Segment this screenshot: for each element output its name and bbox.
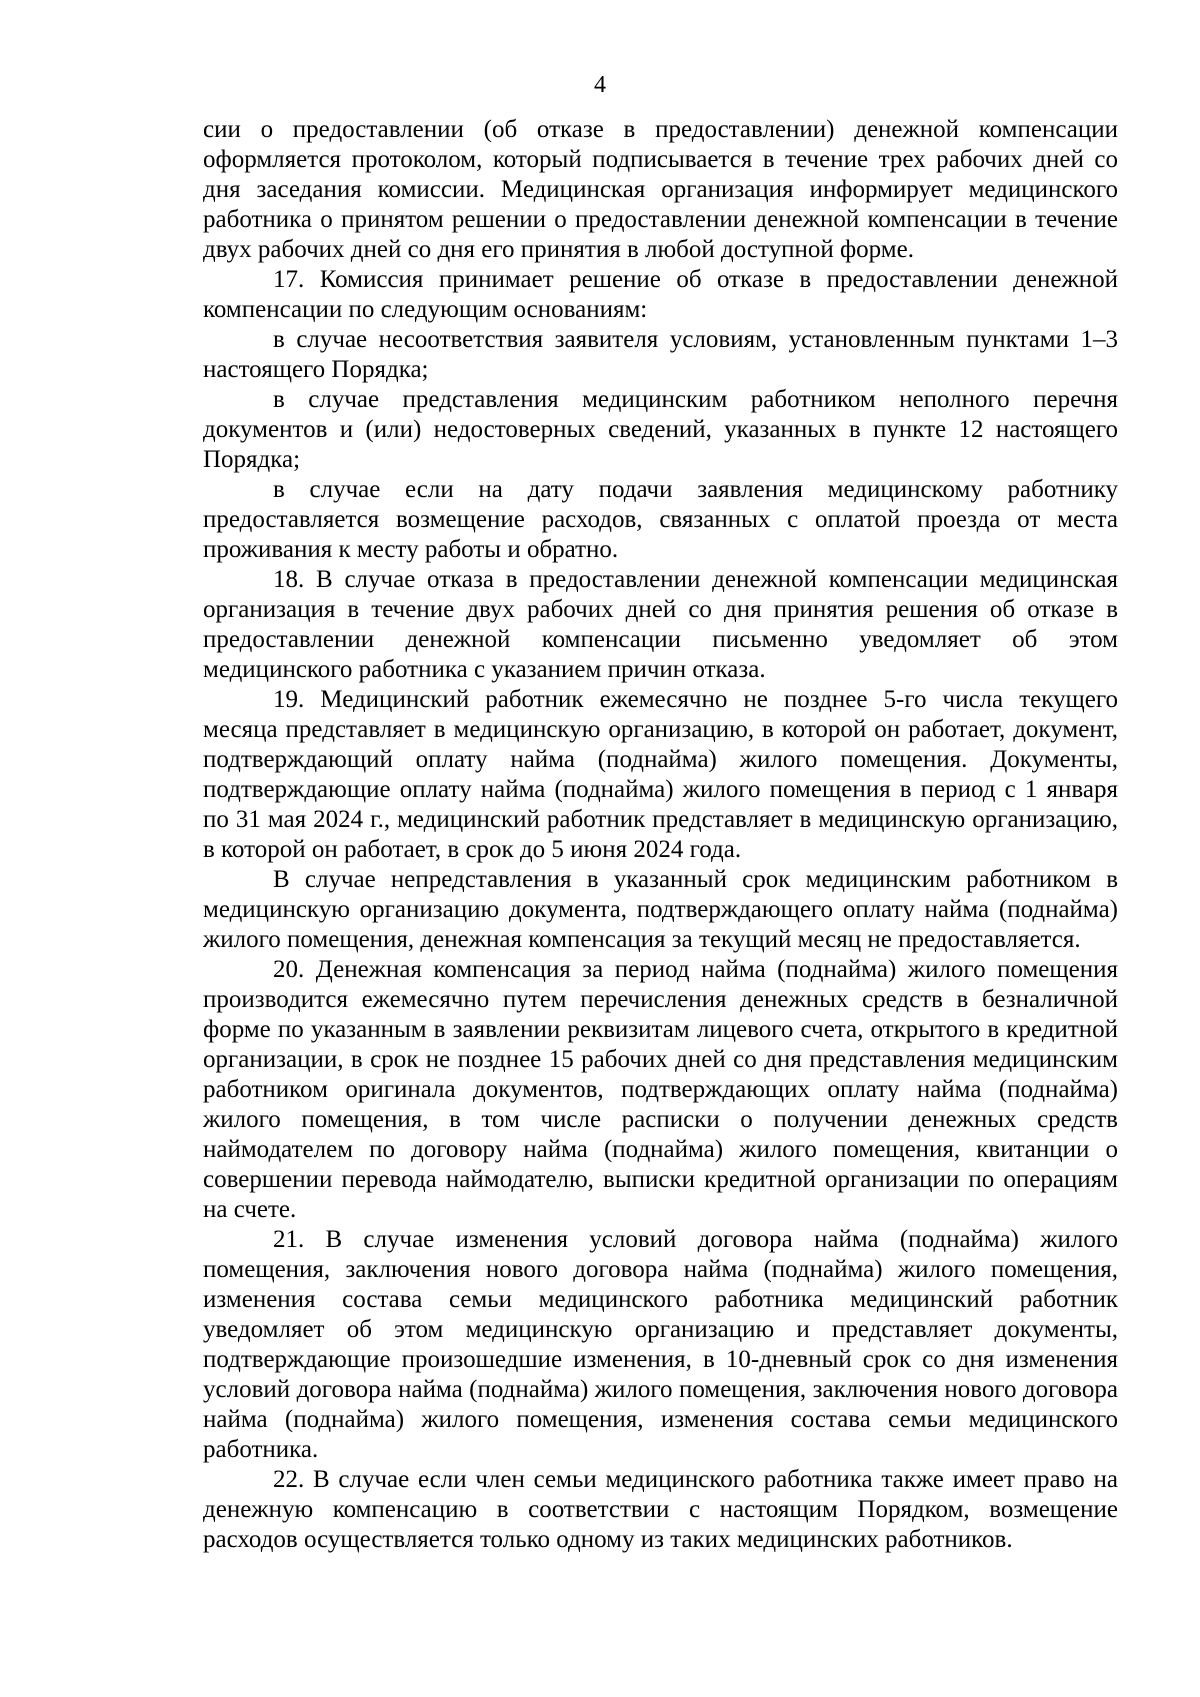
paragraph-17-ground-1: в случае несоответствия заявителя условиям, установленным пунктами 1–3 настоящего Порядка; [203,326,1118,383]
paragraph-19: 19. Медицинский работник ежемесячно не позднее 5-го числа текущего месяца представляет в медицинскую организацию, в которой он работает, документ, подтверждающий оплату найма (поднайма) жилого помещения. Документы, подтверждающие оплату найма (поднайма) жилого помещения в период с 1 января по 31 мая 2024 г., медицинский работник представляет в медицинскую организацию, в которой он работает, в срок до 5 июня 2024 года. [203,686,1118,863]
document-body [203,115,1118,1555]
paragraph-continuation: сии о предоставлении (об отказе в предоставлении) денежной компенсации оформляется протоколом, который подписывается в течение трех рабочих дней со дня заседания комиссии. Медицинская организация информирует медицинского работника о принятом решении о предоставлении денежной компенсации в течение двух рабочих дней со дня его принятия в любой доступной форме. [203,116,1118,263]
paragraph-17: 17. Комиссия принимает решение об отказе в предоставлении денежной компенсации по следующим основаниям: [203,266,1118,323]
paragraph-22: 22. В случае если член семьи медицинского работника также имеет право на денежную компенсацию в соответствии с настоящим Порядком, возмещение расходов осуществляется только одному из таких медицинских работников. [203,1466,1118,1553]
paragraph-21: 21. В случае изменения условий договора найма (поднайма) жилого помещения, заключения нового договора найма (поднайма) жилого помещения, изменения состава семьи медицинского работника медицинский работник уведомляет об этом медицинскую организацию и представляет документы, подтверждающие произошедшие изменения, в 10-дневный срок со дня изменения условий договора найма (поднайма) жилого помещения, заключения нового договора найма (поднайма) жилого помещения, изменения состава семьи медицинского работника. [203,1226,1118,1463]
paragraph-20: 20. Денежная компенсация за период найма (поднайма) жилого помещения производится ежемесячно путем перечисления денежных средств в безналичной форме по указанным в заявлении реквизитам лицевого счета, открытого в кредитной организации, в срок не позднее 15 рабочих дней со дня представления медицинским работником оригинала документов, подтверждающих оплату найма (поднайма) жилого помещения, в том числе расписки о получении денежных средств наймодателем по договору найма (поднайма) жилого помещения, квитанции о совершении перевода наймодателю, выписки кредитной организации по операциям на счете. [203,956,1118,1223]
paragraph-18: 18. В случае отказа в предоставлении денежной компенсации медицинская организация в течение двух рабочих дней со дня принятия решения об отказе в предоставлении денежной компенсации письменно уведомляет об этом медицинского работника с указанием причин отказа. [203,566,1118,683]
paragraph-17-ground-2: в случае представления медицинским работником неполного перечня документов и (или) недостоверных сведений, указанных в пункте 12 настоящего Порядка; [203,386,1118,473]
paragraph-19-continued: В случае непредставления в указанный срок медицинским работником в медицинскую организацию документа, подтверждающего оплату найма (поднайма) жилого помещения, денежная компенсация за текущий месяц не предоставляется. [203,866,1118,953]
page-number: 4 [594,72,606,98]
paragraph-17-ground-3: в случае если на дату подачи заявления медицинскому работнику предоставляется возмещение расходов, связанных с оплатой проезда от места проживания к месту работы и обратно. [203,476,1118,563]
